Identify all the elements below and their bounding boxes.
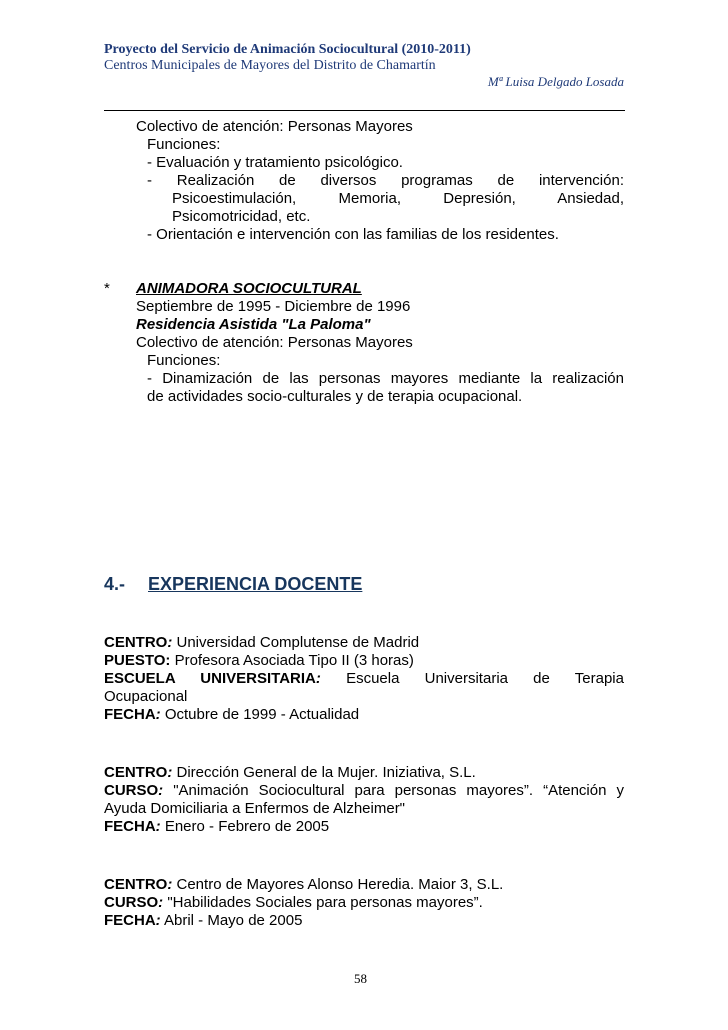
colon: : bbox=[158, 894, 164, 911]
colon: : bbox=[167, 634, 173, 651]
entry-escuela bbox=[104, 670, 624, 688]
function-item-cont: Psicoestimulación, Memoria, Depresión, Ansiedad, bbox=[172, 190, 624, 207]
field-value: "Habilidades Sociales para personas mayores”. bbox=[163, 894, 483, 911]
entry-fecha bbox=[104, 818, 329, 836]
section-number: 4.- bbox=[104, 574, 126, 594]
field-value: Universidad Complutense de Madrid bbox=[172, 634, 420, 651]
colon: : bbox=[155, 818, 161, 835]
header-author: Mª Luisa Delgado Losada bbox=[487, 74, 624, 89]
field-label: CURSO bbox=[104, 782, 159, 799]
entry-escuela-cont: Ocupacional bbox=[104, 688, 188, 705]
colon: : bbox=[155, 912, 161, 929]
job-place: Residencia Asistida "La Paloma" bbox=[136, 316, 371, 333]
section-title: EXPERIENCIA DOCENTE bbox=[148, 574, 363, 594]
entry-curso bbox=[104, 782, 624, 800]
function-item: - Orientación e intervención con las familias de los residentes. bbox=[147, 226, 559, 243]
section-heading bbox=[104, 574, 362, 595]
function-item: - Dinamización de las personas mayores mediante la realización bbox=[147, 370, 624, 387]
field-label: FECHA bbox=[104, 818, 156, 835]
field-value: Centro de Mayores Alonso Heredia. Maior 3, S.L. bbox=[172, 876, 504, 893]
entry-fecha bbox=[104, 706, 359, 724]
entry-centro bbox=[104, 634, 419, 652]
header-divider bbox=[104, 110, 625, 111]
header-centers: Centros Municipales de Mayores del Distrito de Chamartín bbox=[104, 58, 436, 73]
entry-curso-cont: Ayuda Domiciliaria a Enfermos de Alzheimer" bbox=[104, 800, 406, 817]
function-item-cont: de actividades socio-culturales y de terapia ocupacional. bbox=[147, 388, 523, 405]
colectivo-line: Colectivo de atención: Personas Mayores bbox=[136, 118, 413, 135]
field-value: Enero - Febrero de 2005 bbox=[160, 818, 330, 835]
job-title: ANIMADORA SOCIOCULTURAL bbox=[136, 280, 362, 297]
header-project-title: Proyecto del Servicio de Animación Sociocultural (2010-2011) bbox=[104, 42, 471, 57]
entry-centro bbox=[104, 764, 476, 782]
colectivo-line: Colectivo de atención: Personas Mayores bbox=[136, 334, 413, 351]
field-label: ESCUELA UNIVERSITARIA bbox=[104, 670, 316, 687]
field-label: CENTRO bbox=[104, 764, 168, 781]
page-number: 58 bbox=[354, 971, 367, 986]
colon: : bbox=[158, 782, 164, 799]
field-label: PUESTO: bbox=[104, 652, 171, 669]
funciones-label: Funciones: bbox=[147, 136, 221, 153]
field-value: Abril - Mayo de 2005 bbox=[160, 912, 303, 929]
colon: : bbox=[167, 876, 173, 893]
field-label: CENTRO bbox=[104, 634, 168, 651]
bullet-asterisk: * bbox=[104, 280, 110, 297]
funciones-label: Funciones: bbox=[147, 352, 221, 369]
field-value: "Animación Sociocultural para personas mayores”. “Atención y bbox=[163, 782, 624, 799]
job-dates: Septiembre de 1995 - Diciembre de 1996 bbox=[136, 298, 411, 315]
function-item-cont: Psicomotricidad, etc. bbox=[172, 208, 311, 225]
colon: : bbox=[315, 670, 321, 687]
field-label: CURSO bbox=[104, 894, 159, 911]
function-item: - Evaluación y tratamiento psicológico. bbox=[147, 154, 403, 171]
field-value: Octubre de 1999 - Actualidad bbox=[160, 706, 360, 723]
field-value: Dirección General de la Mujer. Iniziativa, S.L. bbox=[172, 764, 476, 781]
field-value: Escuela Universitaria de Terapia bbox=[346, 670, 624, 687]
colon: : bbox=[155, 706, 161, 723]
colon: : bbox=[167, 764, 173, 781]
entry-centro bbox=[104, 876, 503, 894]
field-label: FECHA bbox=[104, 912, 156, 929]
entry-curso bbox=[104, 894, 483, 912]
entry-puesto bbox=[104, 652, 414, 670]
field-label: CENTRO bbox=[104, 876, 168, 893]
function-item: - Realización de diversos programas de intervención: bbox=[147, 172, 624, 189]
field-value: Profesora Asociada Tipo II (3 horas) bbox=[170, 652, 414, 669]
page-header bbox=[104, 42, 624, 90]
entry-fecha bbox=[104, 912, 302, 930]
field-label: FECHA bbox=[104, 706, 156, 723]
